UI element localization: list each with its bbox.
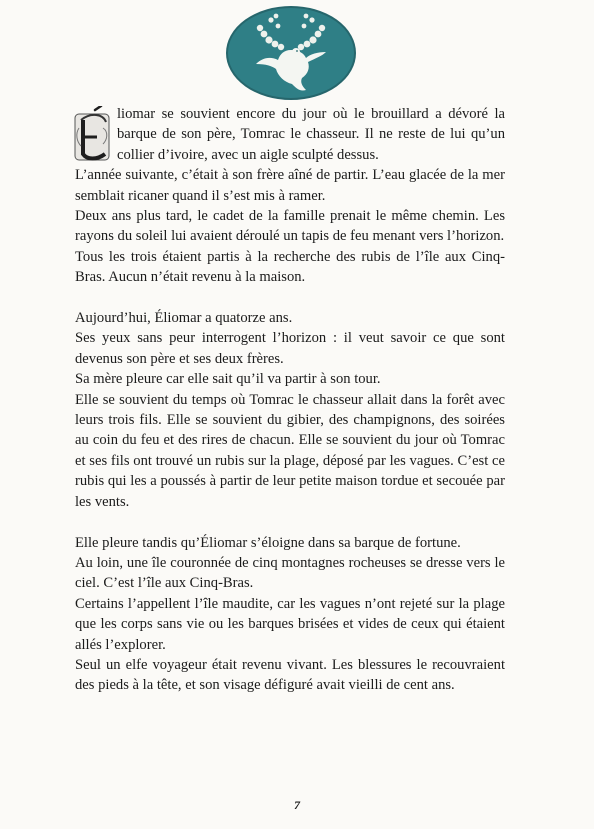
paragraph-gap xyxy=(75,512,505,532)
story-text xyxy=(75,104,505,696)
paragraph: Sa mère pleure car elle sait qu’il va partir à son tour. xyxy=(75,371,381,388)
paragraph: Elle se souvient du temps où Tomrac le chasseur allait dans la forêt avec leurs trois fils. Elle se souvient du gibier, des champignons, des soirées au coin du feu et des rires de chacun. Elle se souvient du jour où Tomrac et ses fils ont trouvé un rubis sur la plage, déposé par les vagues. C’est ce rubis qui les a poussés à partir de leur petite maison tordue et secouée par les vents. xyxy=(75,391,505,510)
paragraph: Au loin, une île couronnée de cinq montagnes rocheuses se dresse vers le ciel. C’est l’île aux Cinq-Bras. xyxy=(75,554,505,592)
paragraph: Ses yeux sans peur interrogent l’horizon : il veut savoir ce que sont devenus son père et ses deux frères. xyxy=(75,330,505,367)
page-number: 7 xyxy=(294,798,300,812)
paragraph: Aujourd’hui, Éliomar a quatorze ans. xyxy=(75,310,293,327)
paragraph: L’année suivante, c’était à son frère aîné de partir. L’eau glacée de la mer semblait ricaner quand il s’est mis à ramer. xyxy=(75,167,505,204)
paragraph: Tous les trois étaient partis à la recherche des rubis de l’île aux Cinq-Bras. Aucun n’était revenu à la maison. xyxy=(75,248,505,286)
paragraph: Deux ans plus tard, le cadet de la famille prenait le même chemin. Les rayons du soleil lui avaient déroulé un tapis de feu menant vers l’horizon. xyxy=(75,208,505,245)
paragraph: liomar se souvient encore du jour où le brouillard a dévoré la barque de son père, Tomrac le chasseur. Il ne reste de lui qu’un collier d’ivoire, avec un aigle sculpté dessus. xyxy=(117,106,505,163)
paragraph: Certains l’appellent l’île maudite, car les vagues n’ont rejeté sur la plage que les corps sans vie ou les barques brisées et vides de ceux qui étaient allés l’explorer. xyxy=(75,595,505,653)
paragraph: Elle pleure tandis qu’Éliomar s’éloigne dans sa barque de fortune. xyxy=(75,534,461,551)
paragraph: Seul un elfe voyageur était revenu vivant. Les blessures le recouvraient des pieds à la tête, et son visage défiguré avait vieilli de cent ans. xyxy=(75,656,505,694)
illuminated-dropcap xyxy=(73,106,113,164)
dove-with-necklace-icon xyxy=(226,6,356,100)
paragraph-gap xyxy=(75,288,505,308)
